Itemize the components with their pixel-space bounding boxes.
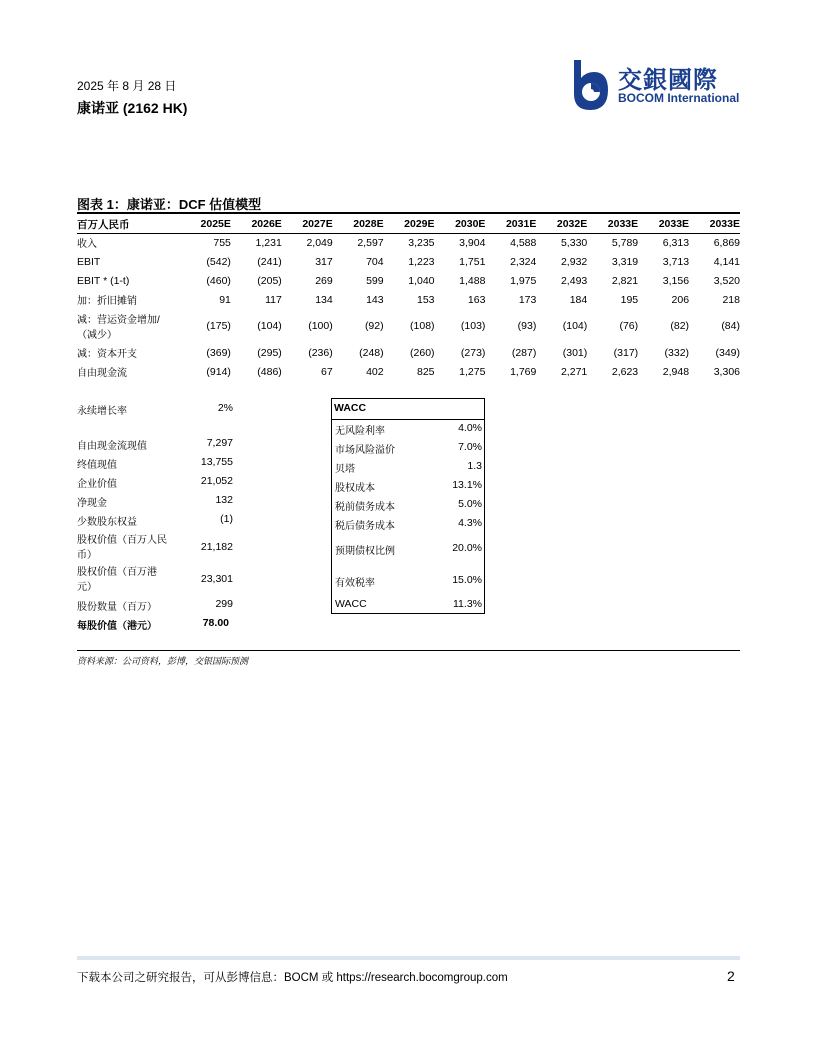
- valuation-label: 股权价值（百万港 元）: [77, 567, 157, 593]
- wacc-label: 税前债务成本: [335, 502, 395, 513]
- table-cell: (103): [460, 320, 486, 332]
- table-cell: 6,313: [662, 236, 690, 249]
- table-cell: (82): [670, 320, 690, 332]
- wacc-label: 税后债务成本: [335, 521, 395, 532]
- table-row: [77, 233, 740, 252]
- footer-divider: [77, 956, 740, 960]
- table-cell: 3,306: [713, 365, 740, 378]
- table-cell: (92): [364, 320, 384, 332]
- table-cell: 184: [569, 293, 588, 306]
- table-cell: 2,623: [611, 365, 639, 378]
- table-cell: (287): [511, 346, 537, 359]
- bocom-logo-icon: [568, 58, 614, 112]
- table-cell: 2,948: [662, 365, 690, 378]
- table-cell: 1,769: [510, 365, 537, 378]
- table-cell: 1,223: [408, 255, 435, 268]
- column-header: 2029E: [404, 218, 435, 230]
- logo-english-text: BOCOM International: [618, 91, 740, 105]
- table-cell: (100): [308, 320, 333, 332]
- row-label: EBIT * (1-t): [77, 274, 130, 287]
- valuation-label: 少数股东权益: [77, 517, 137, 528]
- table-cell: 3,235: [408, 236, 435, 249]
- table-cell: 153: [417, 293, 435, 306]
- table-cell: 134: [315, 293, 333, 306]
- table-cell: (260): [410, 346, 435, 359]
- column-header: 2030E: [455, 218, 486, 230]
- table-top-rule: [77, 212, 740, 214]
- wacc-value: 11.3%: [453, 598, 482, 610]
- wacc-label: 无风险利率: [335, 426, 385, 437]
- table-cell: (317): [613, 346, 639, 359]
- wacc-value: 5.0%: [458, 498, 482, 510]
- table-cell: 5,789: [611, 236, 639, 249]
- table-cell: (914): [206, 365, 231, 378]
- table-cell: 2,821: [611, 274, 639, 287]
- wacc-value: 4.0%: [458, 422, 482, 434]
- table-cell: (108): [410, 320, 435, 332]
- table-cell: (76): [619, 320, 639, 332]
- table-cell: 67: [321, 365, 333, 378]
- table-cell: 195: [620, 293, 639, 306]
- wacc-title: WACC: [334, 402, 367, 414]
- table-cell: (93): [517, 320, 537, 332]
- source-note: 资料来源：公司资料，彭博，交银国际预测: [77, 656, 249, 666]
- wacc-label: 股权成本: [335, 483, 375, 494]
- table-row: [77, 252, 740, 271]
- column-header: 2025E: [200, 218, 231, 230]
- table-cell: 206: [671, 293, 690, 306]
- table-cell: (369): [206, 346, 231, 359]
- table-cell: 3,319: [611, 255, 639, 268]
- valuation-label: 终值现值: [77, 460, 117, 471]
- column-header: 2027E: [302, 218, 333, 230]
- table-cell: 163: [467, 293, 486, 306]
- table-row: [77, 343, 740, 362]
- valuation-value: 13,755: [200, 456, 233, 468]
- table-cell: (486): [257, 365, 282, 378]
- column-header: 2033E: [709, 218, 740, 230]
- column-header: 百万人民币: [77, 218, 130, 231]
- table-cell: 2,324: [510, 255, 537, 268]
- figure-title: 图表 1：康诺亚：DCF 估值模型: [77, 197, 262, 212]
- column-header: 2026E: [251, 218, 282, 230]
- table-cell: (460): [206, 274, 231, 287]
- valuation-value: (1): [220, 513, 233, 525]
- valuation-label: 永续增长率: [77, 406, 127, 417]
- table-cell: 4,588: [510, 236, 537, 249]
- table-cell: 3,904: [459, 236, 486, 249]
- valuation-value: 21,182: [200, 541, 233, 553]
- table-cell: 3,520: [713, 274, 740, 287]
- table-cell: 825: [417, 365, 435, 378]
- table-cell: 6,869: [713, 236, 740, 249]
- wacc-value: 20.0%: [452, 542, 482, 554]
- valuation-label: 股权价值（百万人民 币）: [77, 535, 167, 561]
- table-cell: (349): [715, 346, 740, 359]
- table-cell: (332): [664, 346, 690, 359]
- wacc-label: 贝塔: [335, 464, 355, 475]
- wacc-divider: [332, 419, 484, 420]
- table-cell: 2,932: [560, 255, 588, 268]
- table-cell: 599: [366, 274, 384, 287]
- table-cell: 3,713: [662, 255, 690, 268]
- wacc-label: 市场风险溢价: [335, 445, 395, 456]
- table-cell: (273): [460, 346, 486, 359]
- valuation-value: 2%: [217, 402, 233, 414]
- table-cell: 2,597: [357, 236, 384, 249]
- table-cell: 1,275: [459, 365, 486, 378]
- table-cell: 91: [219, 293, 231, 306]
- valuation-label: 净现金: [77, 498, 107, 509]
- table-cell: 5,330: [560, 236, 588, 249]
- table-cell: 2,493: [560, 274, 588, 287]
- valuation-value: 23,301: [200, 573, 233, 585]
- row-label: EBIT: [77, 255, 101, 268]
- wacc-label: 预期债权比例: [335, 546, 395, 557]
- table-cell: (295): [257, 346, 282, 359]
- dcf-table: [77, 215, 740, 381]
- table-row: [77, 271, 740, 290]
- table-row: [77, 290, 740, 309]
- table-cell: 4,141: [713, 255, 740, 268]
- table-cell: (241): [257, 255, 282, 268]
- row-label: 减：营运资金增加/ （减少）: [77, 315, 160, 341]
- report-date: 2025 年 8 月 28 日: [77, 79, 177, 93]
- table-cell: (84): [721, 320, 740, 332]
- table-cell: (542): [206, 255, 231, 268]
- table-cell: 2,049: [306, 236, 333, 249]
- table-cell: (205): [257, 274, 282, 287]
- column-header: 2033E: [658, 218, 690, 230]
- logo-chinese-text: 交銀國際: [618, 66, 718, 94]
- table-cell: 317: [315, 255, 333, 268]
- column-header: 2032E: [556, 218, 588, 230]
- table-cell: 269: [315, 274, 333, 287]
- row-label: 收入: [77, 239, 97, 250]
- wacc-value: 15.0%: [452, 574, 482, 586]
- valuation-value: 132: [215, 494, 233, 506]
- table-cell: 117: [265, 293, 282, 306]
- row-label: 自由现金流: [77, 368, 127, 379]
- wacc-value: 13.1%: [452, 479, 482, 491]
- table-cell: (236): [308, 346, 333, 359]
- bocom-logo: [568, 58, 743, 112]
- wacc-value: 4.3%: [458, 517, 482, 529]
- valuation-label: 企业价值: [77, 479, 117, 490]
- table-cell: 704: [366, 255, 384, 268]
- row-label: 加：折旧摊销: [77, 296, 137, 307]
- valuation-value: 299: [215, 598, 233, 610]
- table-cell: 1,040: [408, 274, 435, 287]
- table-cell: (301): [562, 346, 588, 359]
- table-cell: 218: [722, 293, 740, 306]
- table-cell: 1,231: [255, 236, 282, 249]
- table-cell: 143: [366, 293, 384, 306]
- table-cell: 1,751: [459, 255, 486, 268]
- table-cell: 1,488: [459, 274, 486, 287]
- wacc-value: 7.0%: [458, 441, 482, 453]
- table-bottom-rule: [77, 650, 740, 651]
- table-cell: 402: [366, 365, 384, 378]
- table-cell: 1,975: [510, 274, 537, 287]
- table-cell: (175): [206, 320, 231, 332]
- table-cell: (248): [359, 346, 384, 359]
- wacc-value: 1.3: [467, 460, 482, 472]
- valuation-label: 股份数量（百万）: [77, 602, 157, 613]
- per-share-label: 每股价值（港元）: [77, 621, 157, 632]
- wacc-label: WACC: [335, 598, 367, 610]
- footer-text: 下载本公司之研究报告，可从彭博信息：BOCM 或 https://research.bocomgroup.com: [77, 972, 508, 984]
- valuation-value: 7,297: [206, 437, 233, 449]
- table-header-row: [77, 215, 740, 233]
- column-header: 2031E: [505, 218, 537, 230]
- table-cell: (104): [562, 320, 588, 332]
- row-label: 减：资本开支: [77, 349, 137, 360]
- table-cell: 173: [518, 293, 537, 306]
- table-row: [77, 362, 740, 381]
- table-row: [77, 309, 740, 343]
- table-cell: 3,156: [662, 274, 690, 287]
- per-share-value: 78.00: [202, 617, 229, 629]
- column-header: 2028E: [353, 218, 384, 230]
- table-cell: 755: [213, 236, 231, 249]
- table-cell: (104): [257, 320, 282, 332]
- page-number: 2: [727, 968, 735, 984]
- company-title: 康诺亚 (2162 HK): [77, 100, 188, 116]
- table-cell: 2,271: [560, 365, 588, 378]
- valuation-label: 自由现金流现值: [77, 441, 147, 452]
- valuation-value: 21,052: [200, 475, 233, 487]
- column-header: 2033E: [607, 218, 639, 230]
- wacc-box: [331, 398, 485, 614]
- wacc-label: 有效税率: [335, 578, 375, 589]
